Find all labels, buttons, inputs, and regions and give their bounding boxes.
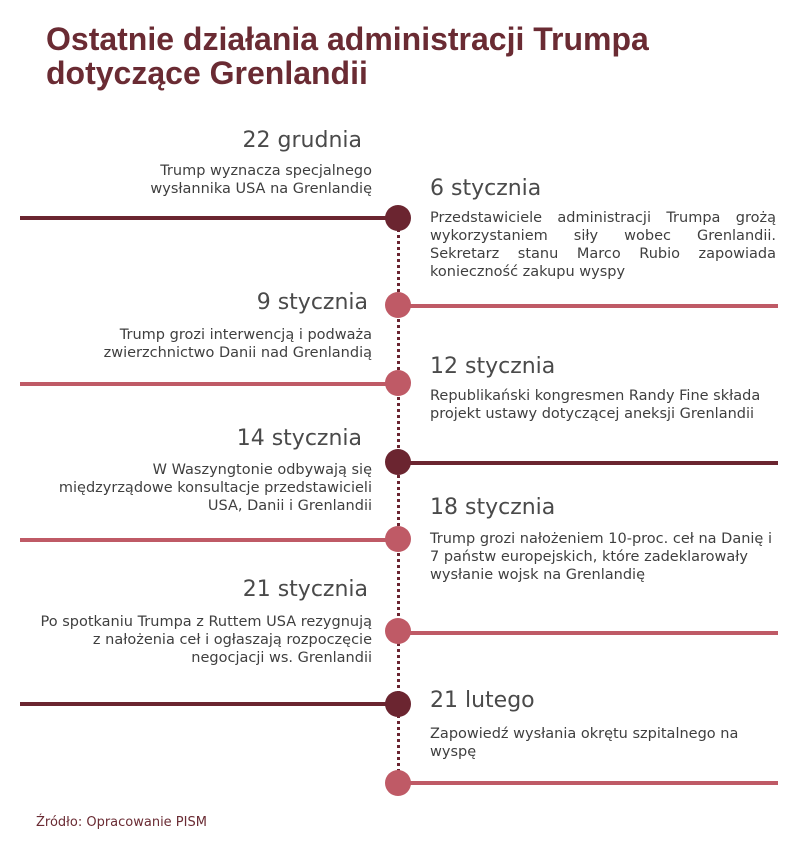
timeline-marker bbox=[385, 618, 411, 644]
timeline-connector bbox=[20, 538, 397, 542]
event-description: Trump grozi interwencją i podważa zwierzchnictwo Danii nad Grenlandią bbox=[103, 327, 372, 361]
event-description: Trump wyznacza specjalnego wysłannika USA na Grenlandię bbox=[150, 163, 372, 197]
event-description: Zapowiedź wysłania okrętu szpitalnego na wyspę bbox=[430, 726, 739, 760]
event-date: 12 stycznia bbox=[430, 354, 556, 379]
event-date: 21 stycznia bbox=[242, 577, 368, 602]
timeline-marker bbox=[385, 770, 411, 796]
page-title: Ostatnie działania administracji Trumpa dotyczące Grenlandii bbox=[46, 21, 649, 91]
timeline-marker bbox=[385, 526, 411, 552]
timeline-connector bbox=[20, 216, 397, 220]
event-description: Przedstawiciele administracji Trumpa grożą wykorzystaniem siły wobec Grenlandii. Sekretarz stanu Marco Rubio zapowiada konieczność zakupu wyspy bbox=[430, 210, 776, 280]
timeline-marker bbox=[385, 292, 411, 318]
event-date: 18 stycznia bbox=[430, 495, 556, 520]
event-date: 22 grudnia bbox=[242, 128, 362, 153]
timeline-connector bbox=[398, 781, 778, 785]
event-description: Republikański kongresmen Randy Fine składa projekt ustawy dotyczącej aneksji Grenlandii bbox=[430, 388, 761, 422]
timeline-marker bbox=[385, 691, 411, 717]
event-description: Trump grozi nałożeniem 10-proc. ceł na Danię i 7 państw europejskich, które zadeklarowały wysłanie wojsk na Grenlandię bbox=[430, 531, 772, 583]
timeline-connector bbox=[20, 382, 397, 386]
timeline-connector bbox=[398, 631, 778, 635]
timeline-marker bbox=[385, 370, 411, 396]
event-description: W Waszyngtonie odbywają się międzyrządowe konsultacje przedstawicieli USA, Danii i Grenlandii bbox=[58, 462, 372, 514]
timeline-connector bbox=[398, 304, 778, 308]
source-note: Źródło: Opracowanie PISM bbox=[36, 815, 207, 830]
timeline-connector bbox=[398, 461, 778, 465]
event-date: 14 stycznia bbox=[236, 426, 362, 451]
timeline-marker bbox=[385, 205, 411, 231]
event-date: 9 stycznia bbox=[256, 290, 368, 315]
timeline-marker bbox=[385, 449, 411, 475]
timeline-connector bbox=[20, 702, 397, 706]
event-date: 21 lutego bbox=[430, 688, 535, 713]
event-date: 6 stycznia bbox=[430, 176, 542, 201]
event-description: Po spotkaniu Trumpa z Ruttem USA rezygnują z nałożenia ceł i ogłaszają rozpoczęcie negocjacji ws. Grenlandii bbox=[40, 614, 372, 666]
